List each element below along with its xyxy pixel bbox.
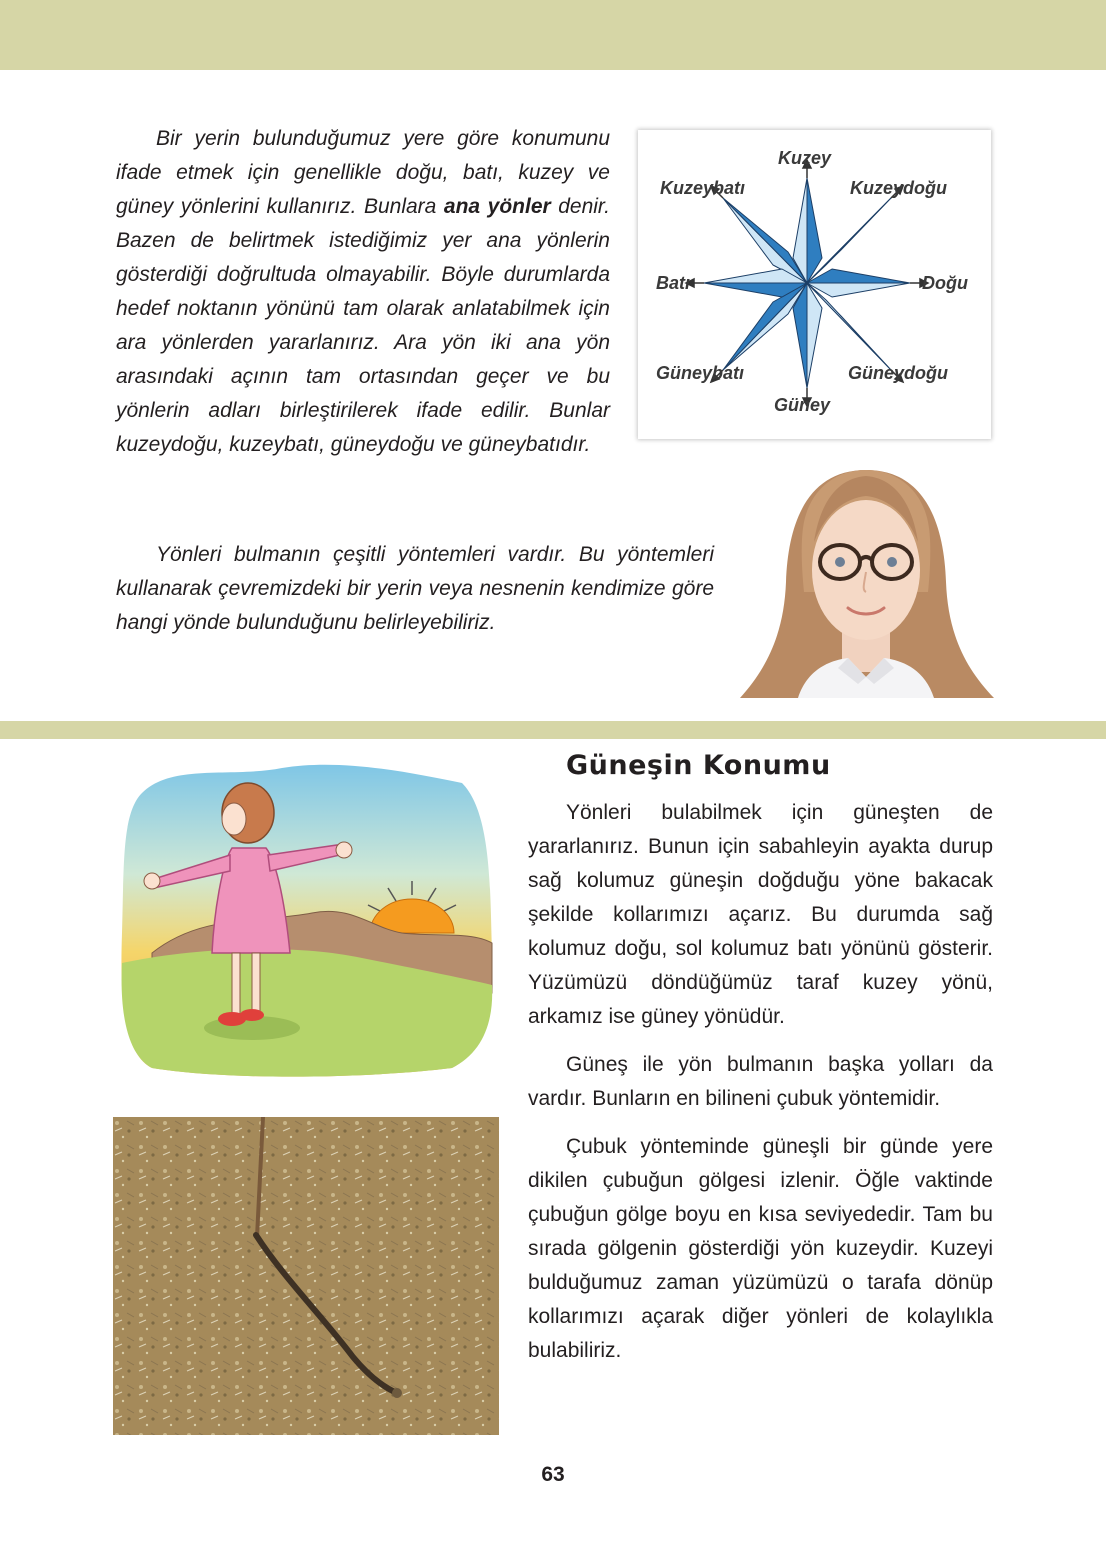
label-west: Batı xyxy=(656,273,691,293)
star-point-e-light xyxy=(807,283,910,297)
star-point-e-dark xyxy=(807,269,910,283)
star-point-se-light xyxy=(807,283,891,370)
intro-text-b: denir. Bazen de belirtmek istediğimiz yer ana yönlerin gösterdiği doğrultuda olmayabilir. Böyle durumlarda hedef noktanın yönünü tam olarak anlatabilmek için ara yönlerden yararlanırız. Ara yön iki ana yön arasındaki açının tam ortasından geçer ve bu yönlerin adları birleştirilerek ifade edilir. Bunlar kuzeydoğu, kuzeybatı, güneydoğu ve güneybatıdır. xyxy=(116,195,610,456)
intro-text-2: Yönleri bulmanın çeşitli yöntemleri vardır. Bu yöntemleri kullanarak çevremizdeki bir yerin veya nesnenin kendimize göre hangi yönde bulunduğunu belirleyebiliriz. xyxy=(116,543,714,634)
stick-shadow-photo xyxy=(113,1117,499,1435)
section-divider-band xyxy=(0,721,1106,739)
intro-paragraph-1 xyxy=(116,122,610,462)
intro-paragraph-2 xyxy=(116,538,714,640)
girl-with-glasses-photo xyxy=(738,462,994,698)
girl-facing-sunrise-illustration xyxy=(112,753,498,1083)
label-southwest: Güneybatı xyxy=(656,363,745,383)
label-south: Güney xyxy=(774,395,831,415)
label-north: Kuzey xyxy=(778,148,832,168)
star-point-s-light xyxy=(807,283,822,388)
label-northeast: Kuzeydoğu xyxy=(850,178,947,198)
star-point-ne-light xyxy=(807,198,891,283)
section-paragraph-2: Güneş ile yön bulmanın başka yolları da vardır. Bunların en bilineni çubuk yöntemidir. xyxy=(528,1053,993,1110)
star-point-nw-dark xyxy=(723,198,807,283)
label-southeast: Güneydoğu xyxy=(848,363,948,383)
section-title: Güneşin Konumu xyxy=(566,750,831,781)
section-paragraph-1: Yönleri bulabilmek için güneşten de yararlanırız. Bunun için sabahleyin ayakta durup sağ kolumuz güneşin doğduğu yöne bakacak şekilde kollarımızı açarız. Bu durumda sağ kolumuz doğu, sol kolumuz batı yönünü gösterir. Yüzümüzü döndüğümüz taraf kuzey yönü, arkamız ise güney yönüdür. xyxy=(528,801,993,1028)
page-number: 63 xyxy=(541,1463,565,1486)
label-east: Doğu xyxy=(922,273,968,293)
section-paragraph-3: Çubuk yönteminde güneşli bir günde yere dikilen çubuğun gölgesi izlenir. Öğle vaktinde çubuğun gölge boyu en kısa seviyededir. Tam bu sırada gölgenin gösterdiği yön kuzeydir. Kuzeyi bulduğumuz zaman yüzümüzü o tarafa dönüp kollarımızı açarak diğer yönleri de kolaylıkla bulabiliriz. xyxy=(528,1135,993,1362)
star-point-n-dark xyxy=(807,178,822,283)
star-point-sw-dark xyxy=(723,283,807,370)
label-northwest: Kuzeybatı xyxy=(660,178,746,198)
section-body xyxy=(528,796,993,1382)
header-band xyxy=(0,0,1106,70)
intro-text-a: Bir yerin bulunduğumuz yere göre konumunu ifade etmek için genellikle doğu, batı, kuzey ve güney yönlerini kullanırız. Bunlara xyxy=(116,127,610,218)
compass-rose-figure xyxy=(638,130,991,439)
term-ana-yonler: ana yönler xyxy=(443,195,551,218)
